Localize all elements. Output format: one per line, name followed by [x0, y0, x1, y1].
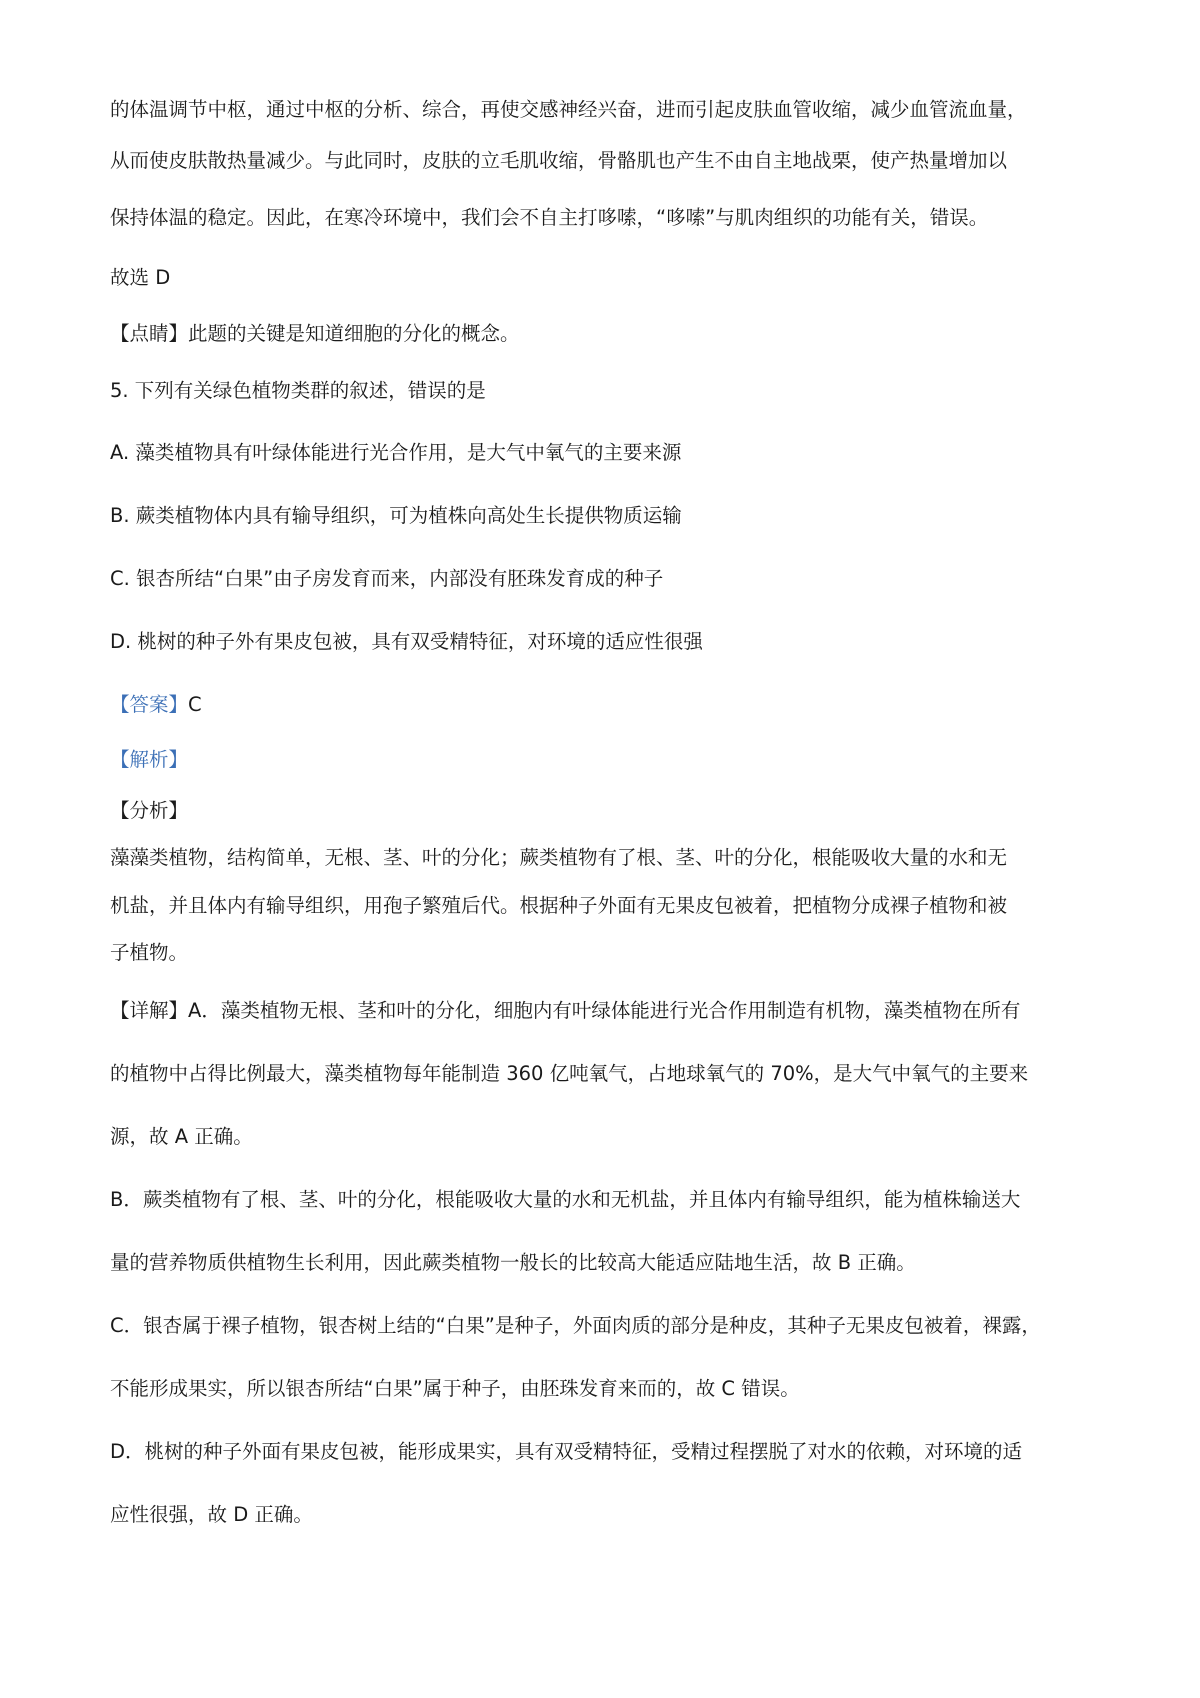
- dianjing-note: 【点睛】此题的关键是知道细胞的分化的概念。: [110, 322, 520, 345]
- detail-a-line-2: 的植物中占得比例最大，藻类植物每年能制造 360 亿吨氧气，占地球氧气的 70%，是大气中氧气的主要来: [110, 1062, 1029, 1085]
- intro-line-3: 保持体温的稳定。因此，在寒冷环境中，我们会不自主打哆嗦，“哆嗦”与肌肉组织的功能有关，错误。: [110, 206, 989, 229]
- answer-value: C: [188, 693, 202, 716]
- jiexi-tag: 【解析】: [110, 748, 189, 771]
- option-b: B. 蕨类植物体内具有输导组织，可为植株向高处生长提供物质运输: [110, 504, 682, 527]
- option-d: D. 桃树的种子外有果皮包被，具有双受精特征，对环境的适应性很强: [110, 630, 703, 653]
- fenxi-line-1: 藻藻类植物，结构简单，无根、茎、叶的分化；蕨类植物有了根、茎、叶的分化，根能吸收大量的水和无: [110, 846, 1008, 869]
- answer-tag: 【答案】: [110, 693, 189, 716]
- detail-d-line-1: D．桃树的种子外面有果皮包被，能形成果实，具有双受精特征，受精过程摆脱了对水的依赖，对环境的适: [110, 1440, 1023, 1463]
- fenxi-tag: 【分析】: [110, 799, 189, 822]
- intro-line-1: 的体温调节中枢，通过中枢的分析、综合，再使交感神经兴奋，进而引起皮肤血管收缩，减少血管流血量，: [110, 98, 1027, 121]
- option-a: A. 藻类植物具有叶绿体能进行光合作用，是大气中氧气的主要来源: [110, 441, 682, 464]
- detail-b-line-1: B．蕨类植物有了根、茎、叶的分化，根能吸收大量的水和无机盐，并且体内有输导组织，能为植株输送大: [110, 1188, 1021, 1211]
- answer-line: [110, 693, 202, 717]
- detail-b-line-2: 量的营养物质供植物生长利用，因此蕨类植物一般长的比较高大能适应陆地生活，故 B 正确。: [110, 1251, 916, 1274]
- question-stem: 5. 下列有关绿色植物类群的叙述，错误的是: [110, 379, 486, 402]
- detail-c-line-2: 不能形成果实，所以银杏所结“白果”属于种子，由胚珠发育来而的，故 C 错误。: [110, 1377, 800, 1400]
- detail-c-line-1: C．银杏属于裸子植物，银杏树上结的“白果”是种子，外面肉质的部分是种皮，其种子无果皮包被着，裸露，: [110, 1314, 1041, 1337]
- previous-answer: 故选 D: [110, 266, 171, 289]
- detail-a-line-1: 【详解】A．藻类植物无根、茎和叶的分化，细胞内有叶绿体能进行光合作用制造有机物，藻类植物在所有: [110, 999, 1021, 1022]
- fenxi-line-3: 子植物。: [110, 941, 189, 964]
- detail-a-line-3: 源，故 A 正确。: [110, 1125, 253, 1148]
- intro-line-2: 从而使皮肤散热量减少。与此同时，皮肤的立毛肌收缩，骨骼肌也产生不由自主地战栗，使产热量增加以: [110, 149, 1008, 172]
- fenxi-line-2: 机盐，并且体内有输导组织，用孢子繁殖后代。根据种子外面有无果皮包被着，把植物分成裸子植物和被: [110, 894, 1008, 917]
- detail-d-line-2: 应性很强，故 D 正确。: [110, 1503, 313, 1526]
- option-c: C. 银杏所结“白果”由子房发育而来，内部没有胚珠发育成的种子: [110, 567, 664, 590]
